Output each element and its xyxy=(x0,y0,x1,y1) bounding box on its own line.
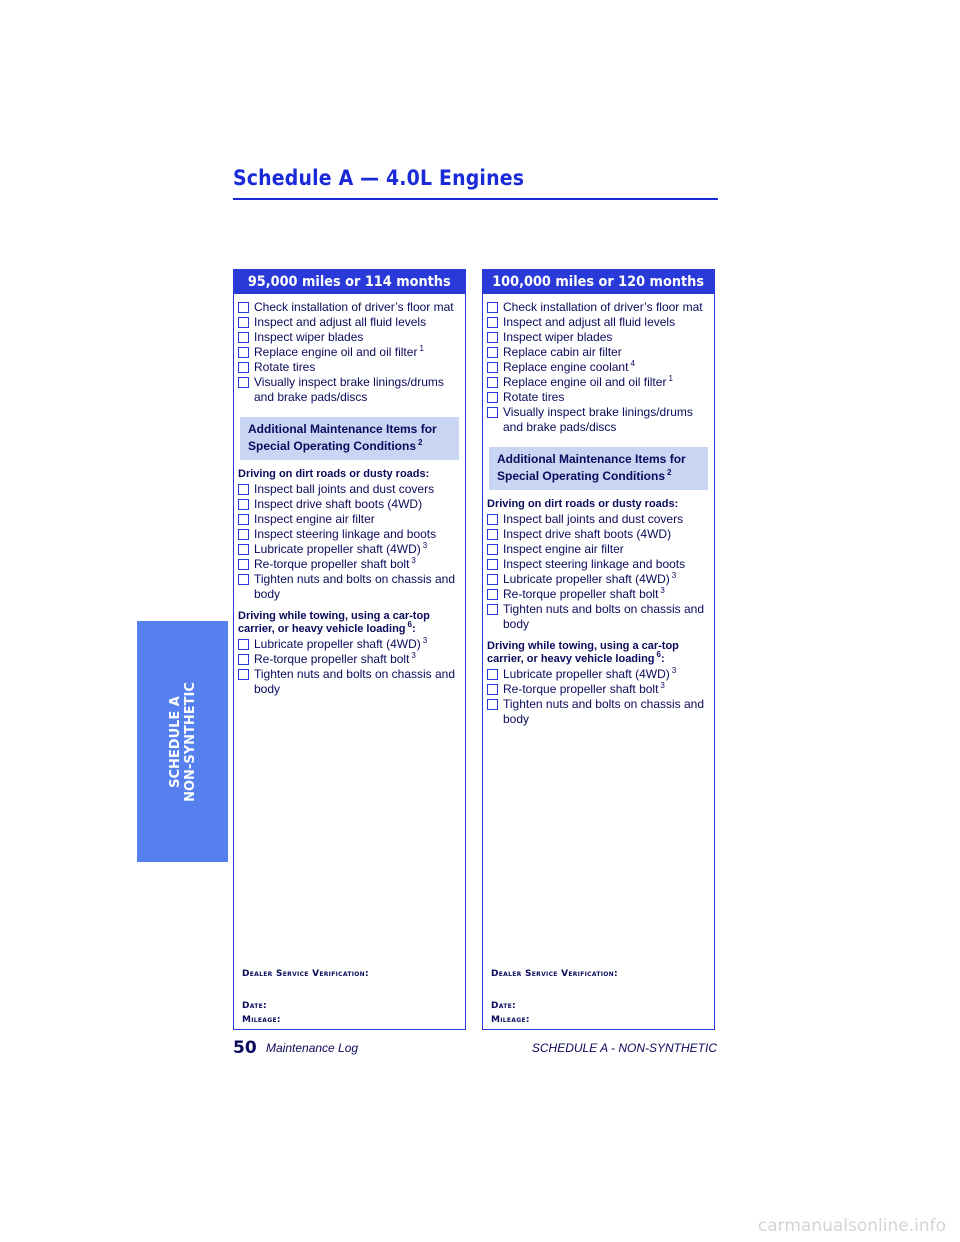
dealer-service-verification-label: Dealer Service Verification: xyxy=(491,969,618,979)
footnote-ref: 3 xyxy=(671,571,677,580)
schedule-column-100000 xyxy=(482,269,715,1030)
checkbox-icon[interactable] xyxy=(487,407,498,418)
checkbox-icon[interactable] xyxy=(238,302,249,313)
page-number: 50 xyxy=(233,1038,257,1058)
side-tab-line-1: SCHEDULE A xyxy=(167,695,183,788)
schedule-column-95000 xyxy=(233,269,466,1030)
checklist-item[interactable]: Inspect drive shaft boots (4WD) xyxy=(238,497,461,512)
checklist-dusty xyxy=(234,481,465,602)
side-tab-line-2: NON-SYNTHETIC xyxy=(182,681,198,802)
checkbox-icon[interactable] xyxy=(238,347,249,358)
checkbox-icon[interactable] xyxy=(238,639,249,650)
checklist-item[interactable]: Re-torque propeller shaft bolt $^3$ xyxy=(238,652,461,667)
checklist-item[interactable]: Tighten nuts and bolts on chassis and body xyxy=(487,697,710,727)
checklist-item[interactable]: Lubricate propeller shaft (4WD) $^3$ xyxy=(487,572,710,587)
checklist-item[interactable]: Inspect steering linkage and boots xyxy=(487,557,710,572)
checkbox-icon[interactable] xyxy=(238,317,249,328)
checklist-item[interactable]: Tighten nuts and bolts on chassis and body xyxy=(238,667,461,697)
footer-section-label: Maintenance Log xyxy=(266,1041,359,1055)
date-label: Date: xyxy=(491,1001,516,1011)
additional-items-heading: Additional Maintenance Items for Special Operating Conditions $^2$ xyxy=(240,417,459,460)
checkbox-icon[interactable] xyxy=(238,332,249,343)
footnote-ref: 3 xyxy=(411,651,416,660)
footnote-ref: 4 xyxy=(630,359,635,368)
checklist-item[interactable]: Check installation of driver’s floor mat xyxy=(487,300,710,315)
checkbox-icon[interactable] xyxy=(487,604,498,615)
condition-heading-towing: Driving while towing, using a car-top carrier, or heavy vehicle loading $^6$: xyxy=(238,610,430,635)
footnote-ref: 6 xyxy=(656,650,661,660)
mileage-label: Mileage: xyxy=(491,1015,530,1025)
column-header: 95,000 miles or 114 months xyxy=(234,270,465,294)
footnote-ref: 1 xyxy=(668,374,673,383)
checklist-item[interactable]: Inspect wiper blades xyxy=(487,330,710,345)
footnote-ref: 3 xyxy=(422,636,428,645)
checklist-item[interactable]: Replace engine coolant $^4$ xyxy=(487,360,710,375)
footnote-ref: 1 xyxy=(419,344,424,353)
footer-schedule-label: SCHEDULE A - NON-SYNTHETIC xyxy=(531,1041,717,1055)
checkbox-icon[interactable] xyxy=(487,589,498,600)
checkbox-icon[interactable] xyxy=(487,347,498,358)
footnote-ref: 2 xyxy=(667,468,672,477)
checklist-item[interactable]: Inspect steering linkage and boots xyxy=(238,527,461,542)
checklist-towing xyxy=(234,636,465,697)
checkbox-icon[interactable] xyxy=(487,362,498,373)
checklist-item[interactable]: Inspect wiper blades xyxy=(238,330,461,345)
footnote-ref: 3 xyxy=(422,541,428,550)
checklist-item[interactable]: Inspect ball joints and dust covers xyxy=(487,512,710,527)
title-rule xyxy=(233,198,718,200)
checklist-item[interactable]: Replace engine oil and oil filter $^1$ xyxy=(238,345,461,360)
checkbox-icon[interactable] xyxy=(238,529,249,540)
checkbox-icon[interactable] xyxy=(487,559,498,570)
footnote-ref: 3 xyxy=(660,681,665,690)
checkbox-icon[interactable] xyxy=(487,514,498,525)
footnote-ref: 6 xyxy=(407,620,412,630)
condition-heading-towing: Driving while towing, using a car-top carrier, or heavy vehicle loading $^6$: xyxy=(487,640,679,665)
checklist-item[interactable]: Rotate tires xyxy=(238,360,461,375)
checklist-item[interactable]: Inspect drive shaft boots (4WD) xyxy=(487,527,710,542)
checkbox-icon[interactable] xyxy=(487,544,498,555)
checklist-item[interactable]: Inspect and adjust all fluid levels xyxy=(238,315,461,330)
checklist-item[interactable]: Inspect engine air filter xyxy=(238,512,461,527)
footnote-ref: 3 xyxy=(660,586,665,595)
checklist-item[interactable]: Visually inspect brake linings/drums and brake pads/discs xyxy=(487,405,710,435)
checklist-item[interactable]: Inspect and adjust all fluid levels xyxy=(487,315,710,330)
checklist-item[interactable]: Re-torque propeller shaft bolt $^3$ xyxy=(487,587,710,602)
checklist-item[interactable]: Lubricate propeller shaft (4WD) $^3$ xyxy=(487,667,710,682)
dealer-verification xyxy=(491,969,706,1025)
checkbox-icon[interactable] xyxy=(238,574,249,585)
checkbox-icon[interactable] xyxy=(487,302,498,313)
checklist-dusty xyxy=(483,511,714,632)
side-tab xyxy=(137,621,228,862)
checkbox-icon[interactable] xyxy=(238,484,249,495)
checkbox-icon[interactable] xyxy=(238,514,249,525)
checkbox-icon[interactable] xyxy=(487,377,498,388)
checkbox-icon[interactable] xyxy=(487,317,498,328)
additional-items-heading: Additional Maintenance Items for Special Operating Conditions $^2$ xyxy=(489,447,708,490)
checklist-item[interactable]: Rotate tires xyxy=(487,390,710,405)
checkbox-icon[interactable] xyxy=(238,669,249,680)
side-tab-label xyxy=(168,682,198,802)
checkbox-icon[interactable] xyxy=(487,699,498,710)
checklist-item[interactable]: Re-torque propeller shaft bolt $^3$ xyxy=(487,682,710,697)
checkbox-icon[interactable] xyxy=(238,362,249,373)
page-title: Schedule A — 4.0L Engines xyxy=(233,166,525,190)
condition-heading-dusty: Driving on dirt roads or dusty roads: xyxy=(487,498,679,510)
checklist-item[interactable]: Tighten nuts and bolts on chassis and body xyxy=(487,602,710,632)
column-header: 100,000 miles or 120 months xyxy=(483,270,714,294)
checkbox-icon[interactable] xyxy=(487,332,498,343)
checklist-item[interactable]: Re-torque propeller shaft bolt $^3$ xyxy=(238,557,461,572)
checkbox-icon[interactable] xyxy=(238,559,249,570)
checkbox-icon[interactable] xyxy=(238,654,249,665)
checklist-item[interactable]: Visually inspect brake linings/drums and brake pads/discs xyxy=(238,375,461,405)
condition-heading-dusty: Driving on dirt roads or dusty roads: xyxy=(238,468,430,480)
checklist-item[interactable]: Inspect ball joints and dust covers xyxy=(238,482,461,497)
checklist-item[interactable]: Lubricate propeller shaft (4WD) $^3$ xyxy=(238,637,461,652)
dealer-verification xyxy=(242,969,457,1025)
footnote-ref: 2 xyxy=(418,438,423,447)
dealer-service-verification-label: Dealer Service Verification: xyxy=(242,969,369,979)
checkbox-icon[interactable] xyxy=(487,684,498,695)
checklist-item[interactable]: Replace cabin air filter xyxy=(487,345,710,360)
footnote-ref: 3 xyxy=(411,556,416,565)
mileage-label: Mileage: xyxy=(242,1015,281,1025)
watermark: carmanualsonline.info xyxy=(757,1216,946,1236)
checklist-item[interactable]: Tighten nuts and bolts on chassis and body xyxy=(238,572,461,602)
checkbox-icon[interactable] xyxy=(487,392,498,403)
date-label: Date: xyxy=(242,1001,267,1011)
checklist xyxy=(483,294,714,435)
checklist-item[interactable]: Check installation of driver’s floor mat xyxy=(238,300,461,315)
checkbox-icon[interactable] xyxy=(238,499,249,510)
checkbox-icon[interactable] xyxy=(238,377,249,388)
checklist-item[interactable]: Inspect engine air filter xyxy=(487,542,710,557)
checkbox-icon[interactable] xyxy=(487,669,498,680)
footnote-ref: 3 xyxy=(671,666,677,675)
checkbox-icon[interactable] xyxy=(487,574,498,585)
checklist xyxy=(234,294,465,405)
checklist-towing xyxy=(483,666,714,727)
checklist-item[interactable]: Lubricate propeller shaft (4WD) $^3$ xyxy=(238,542,461,557)
checklist-item[interactable]: Replace engine oil and oil filter $^1$ xyxy=(487,375,710,390)
checkbox-icon[interactable] xyxy=(487,529,498,540)
checkbox-icon[interactable] xyxy=(238,544,249,555)
